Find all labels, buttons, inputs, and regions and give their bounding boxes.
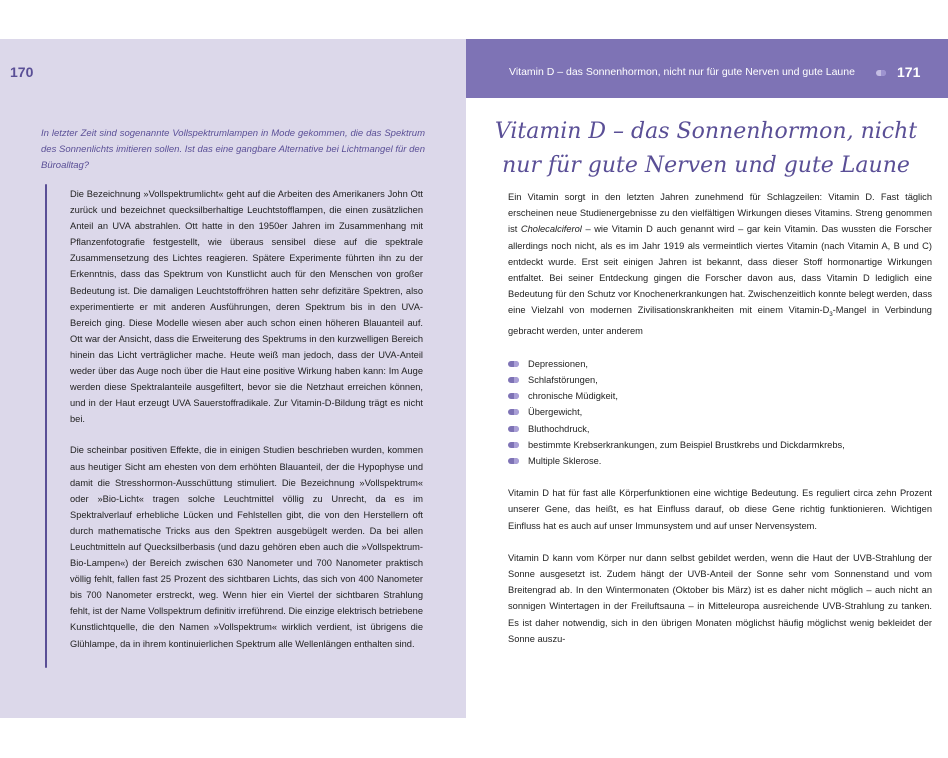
pill-bullet-icon	[508, 426, 519, 432]
list-item-text: chronische Müdigkeit,	[528, 391, 618, 402]
list-item-text: Übergewicht,	[528, 407, 583, 418]
page-number-right: 171	[897, 64, 921, 80]
para1-text-a: Ein Vitamin sorgt in den letzten Jahren zunehmend für Schlagzeilen: Vitamin D. Fast täglich erscheinen neue Studienergebnisse zu den vielfältigen Wirkungen dieses Vitamins. Streng genommen ist	[508, 192, 932, 235]
body-paragraph-3: Vitamin D kann vom Körper nur dann selbst gebildet werden, wenn die Haut der UVB-Strahlung der Sonne ausgesetzt ist. Zudem hängt der UVB-Anteil der Sonne sehr vom Sonnenstand und vom Breitengrad ab. In den Wintermonaten (Oktober bis März) ist es daher nicht möglich – auch nicht an sonnigen Wintertagen in der Freiluftsauna – in Mitteleuropa ausreichende UVB-Strahlung zu tanken. Es ist daher notwendig, sich in den übrigen Monaten möglichst häufig möglichst wenig bekleidet der Sonne auszu-	[508, 552, 932, 644]
symptom-list	[508, 356, 932, 469]
list-item	[508, 453, 932, 469]
chapter-body	[508, 189, 932, 647]
list-item	[508, 372, 932, 388]
chapter-title-line-2: nur für gute Nerven und gute Laune	[502, 153, 910, 178]
info-box	[70, 186, 423, 667]
pill-bullet-icon	[508, 361, 519, 367]
box-paragraph-2: Die scheinbar positiven Effekte, die in einigen Studien beschrieben wurden, kommen aus heutiger Sicht am ehesten von dem erhöhten Blauanteil, der die Hypophyse und damit die Stresshormon-Ausschüttung stimuliert. Die Bezeichnung »Vollspektrum« oder »Bio-Licht« tragen solche Leuchtmittel völlig zu Unrecht, da es im Spektralverlauf erhebliche Lücken und Fehlstellen gibt, die von den Herstellern oft durch mathematische Tricks aus den Spektren ausgebügelt werden. Da bei allen Leuchtmitteln auf Quecksilberbasis (und dazu gehören eben auch die »Vollspektrum-Bio-Lampen«) der Bereich zwischen 630 Nanometer und 700 Nanometer praktisch völlig fehlt, fallen fast 25 Prozent des sichtbaren Lichts, das sich von 400 Nanometer bis 700 Nanometer erstreckt, weg. Wenn hier ein Viertel der sichtbaren Strahlung fehlt, ist der Name Vollspektrum definitiv irreführend. Die einzige elektrisch betriebene Kunstlichtquelle, die den Namen »Vollspektrum« wirklich verdient, ist übrigens die Glühlampe, da in ihrem kontinuierlichen Spektrum alle Wellenlängen enthalten sind.	[70, 445, 423, 649]
left-page	[0, 39, 466, 718]
body-paragraph-2: Vitamin D hat für fast alle Körperfunktionen eine wichtige Bedeutung. Es reguliert circa zehn Prozent unserer Gene, das heißt, es hat Einfluss darauf, ob diese Gene richtig funktionieren. Wichtigen Einfluss hat es auch auf unser Immunsystem und auf unser Nervensystem.	[508, 488, 932, 531]
list-item-text: Bluthochdruck,	[528, 423, 590, 434]
pill-bullet-icon	[508, 442, 519, 448]
list-item-text: Schlafstörungen,	[528, 374, 598, 385]
chapter-title	[486, 115, 926, 183]
list-item	[508, 437, 932, 453]
list-item-text: Multiple Sklerose.	[528, 455, 602, 466]
pill-bullet-icon	[508, 458, 519, 464]
para1-subscript: 3	[829, 312, 833, 319]
pill-bullet-icon	[508, 409, 519, 415]
list-item-text: Depressionen,	[528, 358, 588, 369]
right-page	[466, 39, 948, 718]
intro-question: In letzter Zeit sind sogenannte Vollspektrumlampen in Mode gekommen, die das Spektrum des Sonnenlichts imitieren sollen. Ist das eine gangbare Alternative bei Lichtmangel für den Büroalltag?	[41, 128, 425, 171]
list-item-text: bestimmte Krebserkrankungen, zum Beispiel Brustkrebs und Dickdarmkrebs,	[528, 439, 845, 450]
box-accent-line	[45, 184, 47, 668]
list-item	[508, 404, 932, 420]
running-header-bar	[466, 39, 948, 98]
list-item	[508, 356, 932, 372]
chapter-title-line-1: Vitamin D – das Sonnenhormon, nicht	[494, 119, 918, 144]
para1-emphasis: Cholecalciferol	[520, 224, 582, 235]
page-number-left: 170	[10, 64, 34, 80]
running-header-title: Vitamin D – das Sonnenhormon, nicht nur für gute Nerven und gute Laune	[509, 66, 855, 78]
pill-bullet-icon	[508, 377, 519, 383]
list-item	[508, 421, 932, 437]
list-item	[508, 388, 932, 404]
box-paragraph-1: Die Bezeichnung »Vollspektrumlicht« geht auf die Arbeiten des Amerikaners John Ott zurück und bezeichnet quecksilberhaltige Leuchtstofflampen, die einen zusätzlichen Anteil an UVA abstrahlen. Ott hatte in den 1950er Jahren im Zusammenhang mit Pflanzenfotografie festgestellt, wie überaus sensibel diese auf die spektrale Zusammensetzung des Lichtes reagieren. Spätere Experimente führten ihn zu der Erkenntnis, dass das Spektrum von Kunstlicht auch für den Menschen von großer Bedeutung ist. Die damaligen Leuchtstoffröhren hatten sehr defizitäre Spektren, also experimentierte er mit anderen Ausführungen, deren Spektrum bis in den UVA-Bereich ging. Diese Modelle wiesen aber auch schon einen höheren Blauanteil auf. Ott war der Ansicht, dass die Erweiterung des Spektrums in den kurzwelligen Bereich hinein das Licht verträglicher mache. Heute weiß man jedoch, dass der UVA-Anteil weder über das Auge noch über die Haut eine positive Wirkung haben kann: Im Auge werden diese Spektralanteile ausgefiltert, bevor sie die Netzhaut erreichen können, und in der Haut erzeugt UVA Sauerstoffradikale. Zur Vitamin-D-Bildung trägt es nicht bei.	[70, 189, 423, 425]
pill-marker-icon	[876, 70, 886, 76]
pill-bullet-icon	[508, 393, 519, 399]
para1-text-c: -Mangel in Verbindung gebracht werden, unter anderem	[508, 305, 932, 337]
para1-text-b: – wie Vitamin D auch genannt wird – gar kein Vitamin. Das wussten die Forscher allerdings noch nicht, als es im Jahr 1919 als vermeintlich viertes Vitamin (nach Vitamin A, B und C) entdeckt wurde. Erst seit einigen Jahren ist bekannt, dass dieser Stoff hormonartige Wirkungen entfaltet. Bei seiner Entdeckung gingen die Forscher davon aus, dass Vitamin D lediglich eine Bedeutung für den Schutz vor Knochenerkrankungen hat. Zwischenzeitlich konnte belegt werden, dass eine Vielzahl von modernen Zivilisationskrankheiten mit einem Vitamin-D	[508, 224, 932, 316]
body-paragraph-1	[508, 189, 932, 340]
